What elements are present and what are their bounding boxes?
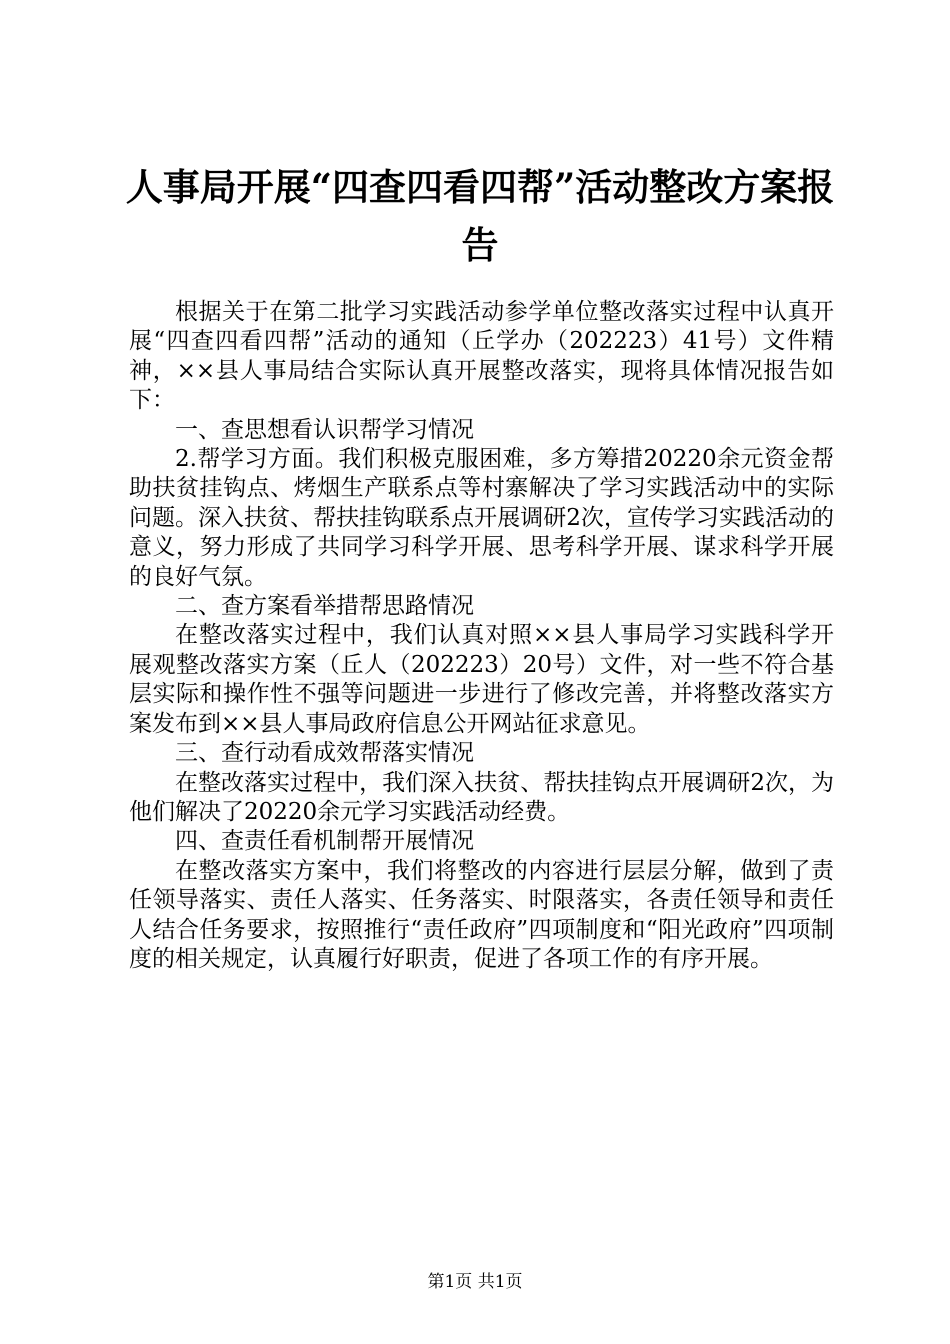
- section-heading-4: 四、查责任看机制帮开展情况: [175, 828, 474, 855]
- section-heading-2: 二、查方案看举措帮思路情况: [175, 593, 474, 620]
- document-title: 人事局开展“四查四看四帮”活动整改方案报告: [125, 165, 835, 267]
- paragraph-section-3: 在整改落实过程中，我们深入扶贫、帮扶挂钩点开展调研2次，为他们解决了20220余元学习实践活动经费。: [129, 769, 834, 825]
- paragraph-section-4: 在整改落实方案中，我们将整改的内容进行层层分解，做到了责任领导落实、责任人落实、任务落实、时限落实，各责任领导和责任人结合任务要求，按照推行“责任政府”四项制度和“阳光政府”四项制度的相关规定，认真履行好职责，促进了各项工作的有序开展。: [129, 857, 834, 972]
- paragraph-section-2: 在整改落实过程中，我们认真对照××县人事局学习实践科学开展观整改落实方案（丘人（202223）20号）文件，对一些不符合基层实际和操作性不强等问题进一步进行了修改完善，并将整改落实方案发布到××县人事局政府信息公开网站征求意见。: [129, 622, 834, 737]
- paragraph-intro: 根据关于在第二批学习实践活动参学单位整改落实过程中认真开展“四查四看四帮”活动的通知（丘学办（202223）41号）文件精神，××县人事局结合实际认真开展整改落实，现将具体情况报告如下：: [129, 299, 834, 414]
- page-number-footer: 第1页 共1页: [427, 1272, 523, 1292]
- document-body: [129, 298, 834, 974]
- paragraph-section-1: 2.帮学习方面。我们积极克服困难，多方筹措20220余元资金帮助扶贫挂钩点、烤烟生产联系点等村寨解决了学习实践活动中的实际问题。深入扶贫、帮扶挂钩联系点开展调研2次，宣传学习实践活动的意义，努力形成了共同学习科学开展、思考科学开展、谋求科学开展的良好气氛。: [129, 446, 834, 590]
- section-heading-1: 一、查思想看认识帮学习情况: [175, 416, 474, 443]
- section-heading-3: 三、查行动看成效帮落实情况: [175, 740, 474, 767]
